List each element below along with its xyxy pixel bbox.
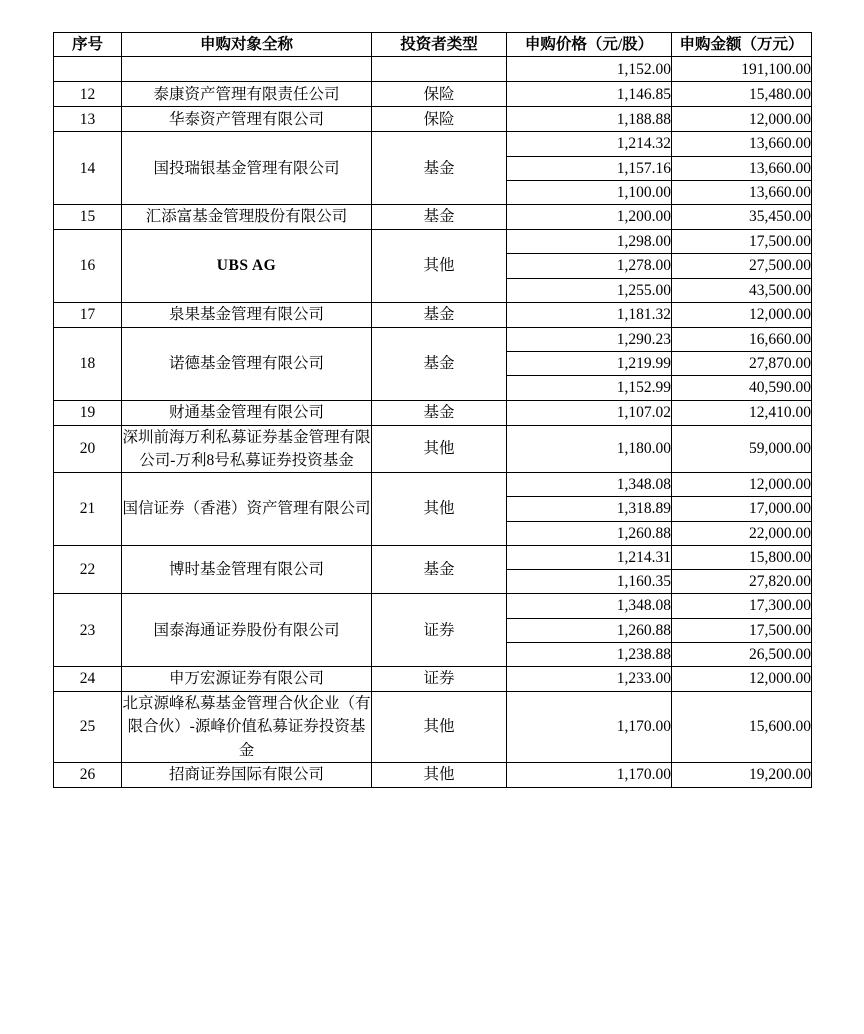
table-row (54, 762, 812, 787)
cell-subscriber-name: 国投瑞银基金管理有限公司 (122, 132, 372, 205)
cell-price: 1,152.99 (507, 376, 672, 400)
cell-seq: 21 (54, 473, 122, 546)
cell-amount: 22,000.00 (672, 521, 812, 545)
cell-amount: 12,000.00 (672, 473, 812, 497)
cell-price: 1,348.08 (507, 473, 672, 497)
table-row (54, 57, 812, 82)
cell-subscriber-name: 泰康资产管理有限责任公司 (122, 82, 372, 107)
cell-price: 1,157.16 (507, 156, 672, 180)
cell-investor-type: 基金 (372, 132, 507, 205)
cell-seq: 25 (54, 692, 122, 763)
cell-subscriber-name: UBS AG (122, 230, 372, 303)
cell-seq (54, 57, 122, 82)
cell-investor-type: 其他 (372, 473, 507, 546)
cell-subscriber-name: 国信证券（香港）资产管理有限公司 (122, 473, 372, 546)
table-row (54, 692, 812, 763)
cell-price: 1,290.23 (507, 327, 672, 351)
column-header-price: 申购价格（元/股） (507, 33, 672, 57)
cell-seq: 23 (54, 594, 122, 667)
cell-price: 1,233.00 (507, 667, 672, 692)
column-header-amount: 申购金额（万元） (672, 33, 812, 57)
table-row (54, 302, 812, 327)
cell-price: 1,318.89 (507, 497, 672, 521)
cell-amount: 35,450.00 (672, 205, 812, 230)
cell-subscriber-name: 汇添富基金管理股份有限公司 (122, 205, 372, 230)
cell-amount: 12,410.00 (672, 400, 812, 425)
cell-investor-type: 证券 (372, 594, 507, 667)
cell-subscriber-name: 申万宏源证券有限公司 (122, 667, 372, 692)
cell-investor-type: 基金 (372, 302, 507, 327)
cell-investor-type: 基金 (372, 327, 507, 400)
cell-amount: 12,000.00 (672, 667, 812, 692)
cell-amount: 15,600.00 (672, 692, 812, 763)
cell-price: 1,170.00 (507, 762, 672, 787)
cell-investor-type: 其他 (372, 425, 507, 473)
table-row (54, 107, 812, 132)
cell-price: 1,200.00 (507, 205, 672, 230)
cell-price: 1,146.85 (507, 82, 672, 107)
table-row (54, 473, 812, 497)
cell-amount: 16,660.00 (672, 327, 812, 351)
cell-seq: 18 (54, 327, 122, 400)
table-row (54, 594, 812, 618)
cell-amount: 59,000.00 (672, 425, 812, 473)
cell-amount: 27,820.00 (672, 570, 812, 594)
table-row (54, 230, 812, 254)
table-row (54, 400, 812, 425)
cell-amount: 27,870.00 (672, 352, 812, 376)
cell-price: 1,348.08 (507, 594, 672, 618)
cell-amount: 15,480.00 (672, 82, 812, 107)
cell-seq: 14 (54, 132, 122, 205)
cell-amount: 12,000.00 (672, 302, 812, 327)
cell-seq: 12 (54, 82, 122, 107)
cell-seq: 16 (54, 230, 122, 303)
cell-seq: 22 (54, 545, 122, 594)
cell-subscriber-name: 诺德基金管理有限公司 (122, 327, 372, 400)
cell-subscriber-name: 深圳前海万利私募证券基金管理有限公司-万利8号私募证券投资基金 (122, 425, 372, 473)
table-body (54, 57, 812, 788)
cell-investor-type: 基金 (372, 545, 507, 594)
cell-amount: 13,660.00 (672, 156, 812, 180)
table-header (54, 33, 812, 57)
cell-subscriber-name: 北京源峰私募基金管理合伙企业（有限合伙）-源峰价值私募证券投资基金 (122, 692, 372, 763)
cell-investor-type: 证券 (372, 667, 507, 692)
cell-price: 1,298.00 (507, 230, 672, 254)
cell-price: 1,160.35 (507, 570, 672, 594)
cell-subscriber-name: 博时基金管理有限公司 (122, 545, 372, 594)
cell-price: 1,107.02 (507, 400, 672, 425)
cell-investor-type: 其他 (372, 762, 507, 787)
cell-amount: 26,500.00 (672, 642, 812, 666)
cell-price: 1,170.00 (507, 692, 672, 763)
cell-price: 1,238.88 (507, 642, 672, 666)
cell-price: 1,214.31 (507, 545, 672, 569)
table-row (54, 82, 812, 107)
cell-seq: 17 (54, 302, 122, 327)
cell-price: 1,214.32 (507, 132, 672, 156)
table-row (54, 545, 812, 569)
table-header-row (54, 33, 812, 57)
cell-price: 1,260.88 (507, 618, 672, 642)
cell-subscriber-name: 华泰资产管理有限公司 (122, 107, 372, 132)
cell-amount: 17,300.00 (672, 594, 812, 618)
cell-seq: 13 (54, 107, 122, 132)
cell-seq: 20 (54, 425, 122, 473)
cell-investor-type (372, 57, 507, 82)
cell-subscriber-name: 国泰海通证券股份有限公司 (122, 594, 372, 667)
cell-subscriber-name: 财通基金管理有限公司 (122, 400, 372, 425)
cell-amount: 17,500.00 (672, 618, 812, 642)
cell-amount: 13,660.00 (672, 180, 812, 204)
cell-investor-type: 基金 (372, 205, 507, 230)
cell-amount: 191,100.00 (672, 57, 812, 82)
cell-amount: 13,660.00 (672, 132, 812, 156)
column-header-type: 投资者类型 (372, 33, 507, 57)
cell-subscriber-name: 招商证券国际有限公司 (122, 762, 372, 787)
table-row (54, 327, 812, 351)
column-header-seq: 序号 (54, 33, 122, 57)
cell-seq: 15 (54, 205, 122, 230)
table-row (54, 132, 812, 156)
cell-price: 1,188.88 (507, 107, 672, 132)
cell-subscriber-name: 泉果基金管理有限公司 (122, 302, 372, 327)
cell-investor-type: 保险 (372, 82, 507, 107)
cell-investor-type: 其他 (372, 230, 507, 303)
cell-seq: 24 (54, 667, 122, 692)
cell-price: 1,100.00 (507, 180, 672, 204)
cell-seq: 26 (54, 762, 122, 787)
cell-amount: 12,000.00 (672, 107, 812, 132)
cell-price: 1,260.88 (507, 521, 672, 545)
subscription-table (53, 32, 812, 788)
cell-price: 1,152.00 (507, 57, 672, 82)
table-row (54, 205, 812, 230)
table-row (54, 425, 812, 473)
cell-amount: 17,000.00 (672, 497, 812, 521)
cell-investor-type: 保险 (372, 107, 507, 132)
cell-amount: 43,500.00 (672, 278, 812, 302)
cell-amount: 19,200.00 (672, 762, 812, 787)
cell-price: 1,278.00 (507, 254, 672, 278)
column-header-name: 申购对象全称 (122, 33, 372, 57)
cell-amount: 17,500.00 (672, 230, 812, 254)
cell-amount: 27,500.00 (672, 254, 812, 278)
cell-amount: 15,800.00 (672, 545, 812, 569)
cell-subscriber-name (122, 57, 372, 82)
cell-price: 1,255.00 (507, 278, 672, 302)
cell-price: 1,181.32 (507, 302, 672, 327)
cell-seq: 19 (54, 400, 122, 425)
cell-price: 1,219.99 (507, 352, 672, 376)
table-row (54, 667, 812, 692)
cell-amount: 40,590.00 (672, 376, 812, 400)
cell-investor-type: 基金 (372, 400, 507, 425)
cell-price: 1,180.00 (507, 425, 672, 473)
cell-investor-type: 其他 (372, 692, 507, 763)
